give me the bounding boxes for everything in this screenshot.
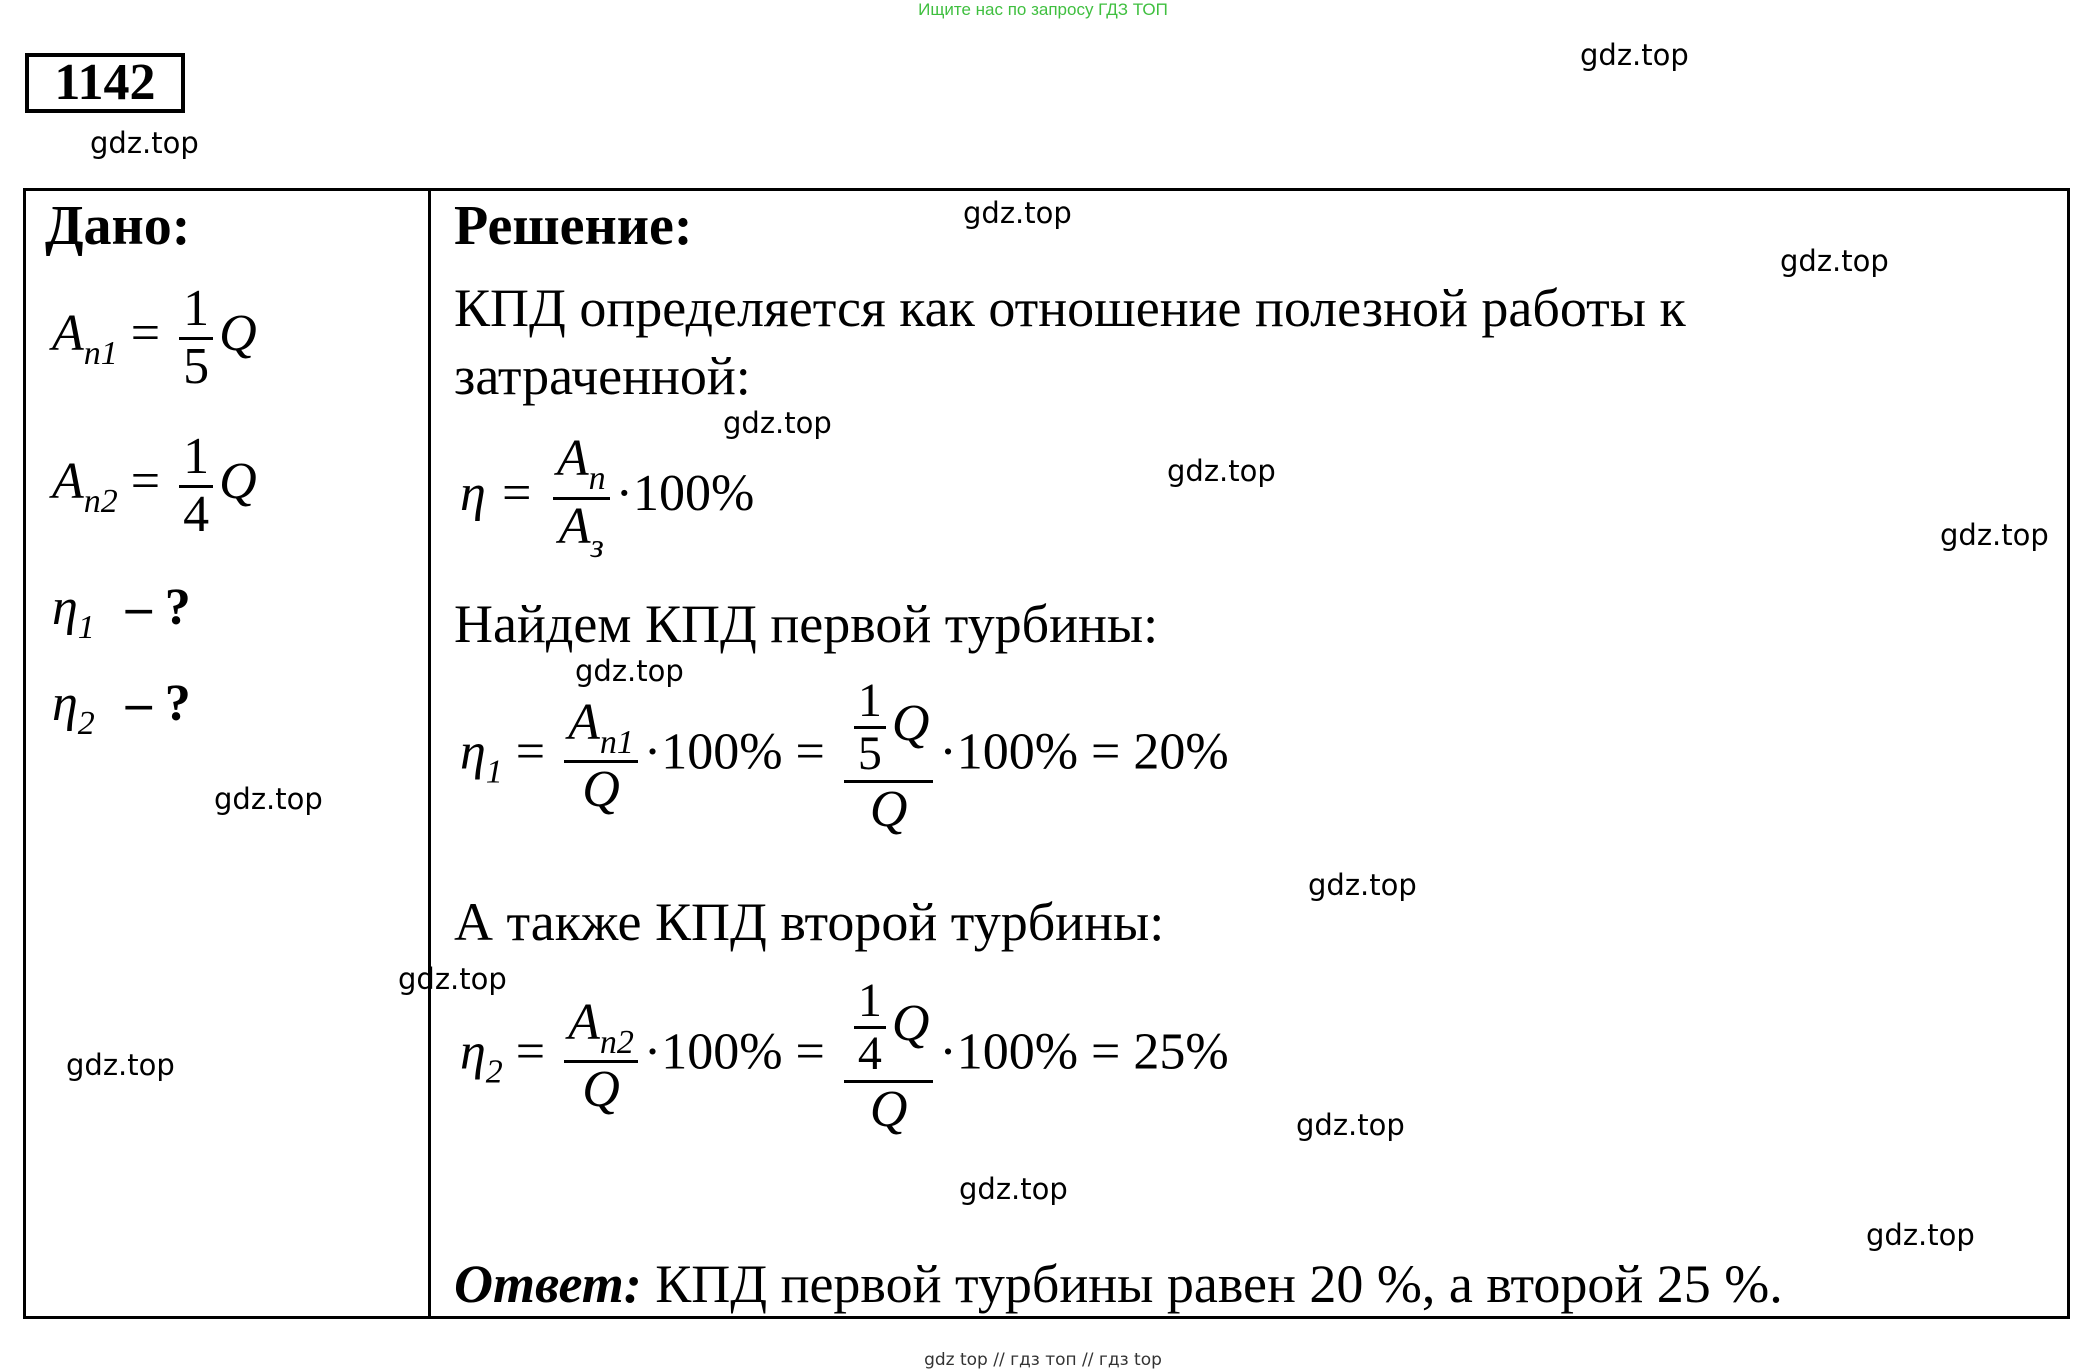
watermark: gdz.top [963,196,1072,230]
given-work-2: $A_{п2}$ = $\frac{1}{4}$ Q [52,428,257,543]
intro-line-2: затраченной: [454,346,751,406]
watermark: gdz.top [723,406,832,440]
find-efficiency-1: $\eta_1$ – ? [52,579,191,646]
watermark: gdz.top [575,654,684,688]
watermark: gdz.top [1940,518,2049,552]
problem-number: 1142 [25,53,185,113]
watermark: gdz.top [1296,1108,1405,1142]
watermark: gdz.top [66,1048,175,1082]
efficiency-formula: η = $\frac{A_п}{A_з}$ ·100% [460,430,755,565]
watermark: gdz.top [1308,868,1417,902]
watermark: gdz.top [90,126,199,160]
footer: gdz top // гдз топ // гдз top [924,1350,1162,1370]
step1-text: Найдем КПД первой турбины: [454,594,1159,654]
intro-line-1: КПД определяется как отношение полезной работы к [454,278,1686,338]
step2-text: А также КПД второй турбины: [454,892,1165,952]
watermark: gdz.top [1780,244,1889,278]
watermark: gdz.top [214,782,323,816]
column-divider [428,188,431,1319]
given-work-1: $A_{п1}$ = $\frac{1}{5}$ Q [52,280,257,395]
step1-formula: $\eta_1$ = $\frac{A_{п1}}{Q}$ ·100% = $\frac{1}{5}$ Q Q ·100% = 20% [460,674,1229,838]
answer: Ответ: КПД первой турбины равен 20 %, а второй 25 %. [454,1254,1783,1314]
search-hint-banner: Ищите нас по запросу ГДЗ ТОП [918,0,1168,19]
watermark: gdz.top [1866,1218,1975,1252]
watermark: gdz.top [1167,454,1276,488]
solution-title: Решение: [454,195,693,257]
find-efficiency-2: $\eta_2$ – ? [52,675,191,742]
given-title: Дано: [45,195,191,257]
watermark: gdz.top [1580,38,1689,72]
watermark: gdz.top [398,962,507,996]
step2-formula: $\eta_2$ = $\frac{A_{п2}}{Q}$ ·100% = $\frac{1}{4}$ Q Q ·100% = 25% [460,974,1229,1138]
watermark: gdz.top [959,1172,1068,1206]
